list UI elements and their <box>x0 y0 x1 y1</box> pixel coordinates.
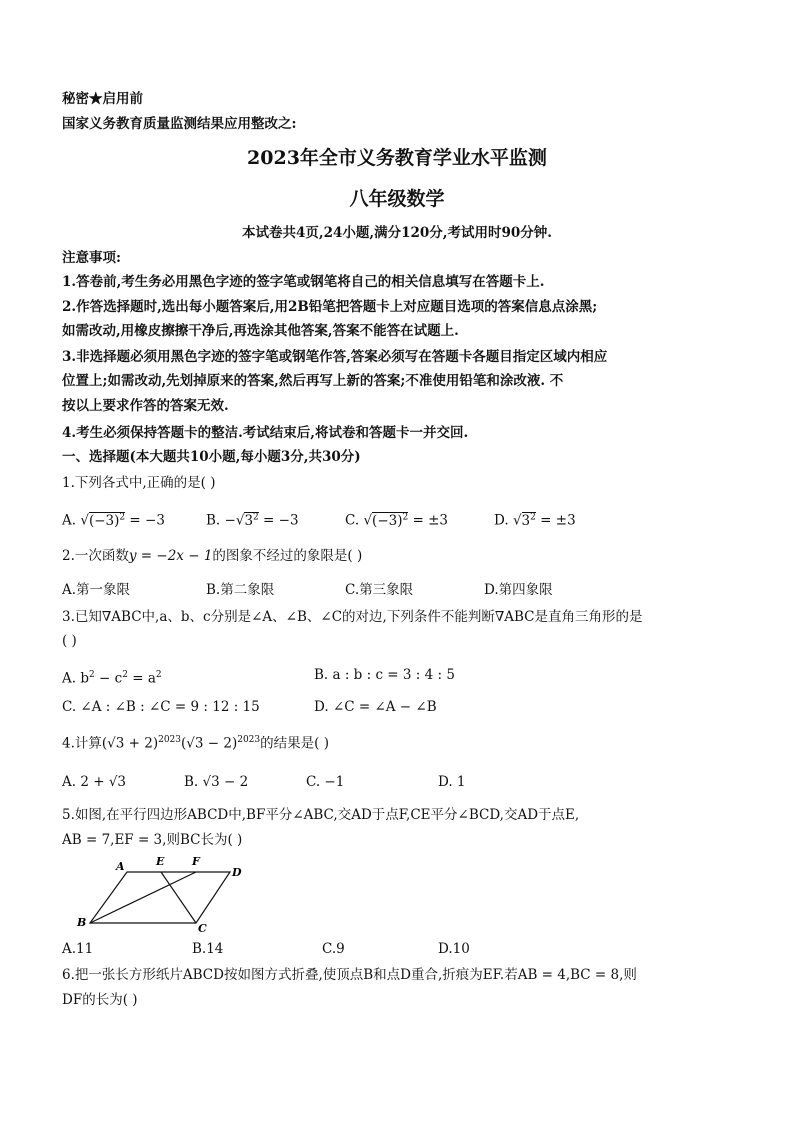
note-3b: 位置上;如需改动,先划掉原来的答案,然后再写上新的答案;不准使用铅笔和涂改液. 不 <box>62 373 564 389</box>
q3-option-a[interactable]: A. $b^2 - c^2 = a^2$ <box>62 670 162 687</box>
q1-option-b[interactable]: B. $-√3^2 = -3$ <box>206 512 299 529</box>
q4-option-b[interactable]: B. √3 − 2 <box>184 774 249 790</box>
q1-option-d[interactable]: D. $√3^2 = \pm 3$ <box>494 512 576 529</box>
label-e: E <box>156 855 165 868</box>
note-3c: 按以上要求作答的答案无效. <box>62 398 229 414</box>
note-2b: 如需改动,用橡皮擦擦干净后,再选涂其他答案,答案不能答在试题上. <box>62 323 459 339</box>
label-d: D <box>232 866 242 879</box>
q6-stem: 6.把一张长方形纸片ABCD按如图方式折叠,使顶点B和点D重合,折痕为EF.若AB = 4,BC = 8,则 <box>62 967 637 983</box>
q4-option-c[interactable]: C. −1 <box>306 774 345 790</box>
q5-stem-2: AB = 7,EF = 3,则BC长为( ) <box>62 832 243 848</box>
note-4: 4.考生必须保持答题卡的整洁.考试结束后,将试卷和答题卡一并交回. <box>62 425 469 441</box>
note-1: 1.答卷前,考生务必用黑色字迹的签字笔或钢笔将自己的相关信息填写在答题卡上. <box>62 274 545 290</box>
label-b: B <box>77 916 87 929</box>
q3-stem-2: ( ) <box>62 633 77 649</box>
q5-stem: 5.如图,在平行四边形ABCD中,BF平分∠ABC,交AD于点F,CE平分∠BCD,交AD于点E, <box>62 807 580 823</box>
notes-heading: 注意事项: <box>62 250 121 266</box>
subject-title: 八年级数学 <box>349 188 445 210</box>
label-f: F <box>192 855 200 868</box>
q3-option-c[interactable]: C. ∠A : ∠B : ∠C = 9 : 12 : 15 <box>62 699 260 715</box>
parallelogram-abcd <box>90 872 230 923</box>
q5-option-b[interactable]: B.14 <box>192 941 224 957</box>
q1-stem: 1.下列各式中,正确的是( ) <box>62 475 216 491</box>
note-2a: 2.作答选择题时,选出每小题答案后,用2B铅笔把答题卡上对应题目选项的答案信息点涂黑; <box>62 299 598 315</box>
note-3a: 3.非选择题必须用黑色字迹的签字笔或钢笔作答,答案必须写在答题卡各题目指定区域内相应 <box>62 349 608 365</box>
label-a: A <box>116 860 125 873</box>
secret-label: 秘密★启用前 <box>62 91 143 107</box>
q1-option-c[interactable]: C. $√(-3)^2 = \pm 3$ <box>345 512 449 529</box>
segment-bf <box>90 872 196 923</box>
q6-stem-2: DF的长为( ) <box>62 992 138 1008</box>
q3-option-d[interactable]: D. ∠C = ∠A − ∠B <box>314 699 437 715</box>
segment-ce <box>161 872 196 923</box>
q3-stem: 3.已知∇ABC中,a、b、c分别是∠A、∠B、∠C的对边,下列条件不能判断∇ABC是直角三角形的是 <box>62 609 643 625</box>
q3-option-b[interactable]: B. a : b : c = 3 : 4 : 5 <box>314 667 455 683</box>
q5-option-a[interactable]: A.11 <box>62 941 94 957</box>
q2-stem: 2.一次函数y = −2x − 1的图象不经过的象限是( ) <box>62 548 363 564</box>
q4-stem: 4.计算$(√3 + 2)^{2023}(√3 - 2)^{2023}$的结果是( ) <box>62 735 329 752</box>
exam-info: 本试卷共4页,24小题,满分120分,考试用时90分钟. <box>242 225 552 241</box>
exam-title: 2023年全市义务教育学业水平监测 <box>247 147 547 169</box>
q2-option-a[interactable]: A.第一象限 <box>62 582 131 598</box>
q2-option-c[interactable]: C.第三象限 <box>345 582 414 598</box>
q4-option-a[interactable]: A. 2 + √3 <box>62 774 127 790</box>
label-c: C <box>198 922 207 935</box>
q2-option-d[interactable]: D.第四象限 <box>484 582 553 598</box>
section-heading: 一、选择题(本大题共10小题,每小题3分,共30分) <box>62 449 361 465</box>
q4-option-d[interactable]: D. 1 <box>438 774 466 790</box>
parallelogram-figure <box>72 852 252 936</box>
q1-option-a[interactable]: A. $√(-3)^2 = -3$ <box>62 512 165 529</box>
q5-option-d[interactable]: D.10 <box>438 941 470 957</box>
q5-option-c[interactable]: C.9 <box>322 941 345 957</box>
series-label: 国家义务教育质量监测结果应用整改之: <box>62 116 297 132</box>
q2-option-b[interactable]: B.第二象限 <box>206 582 275 598</box>
